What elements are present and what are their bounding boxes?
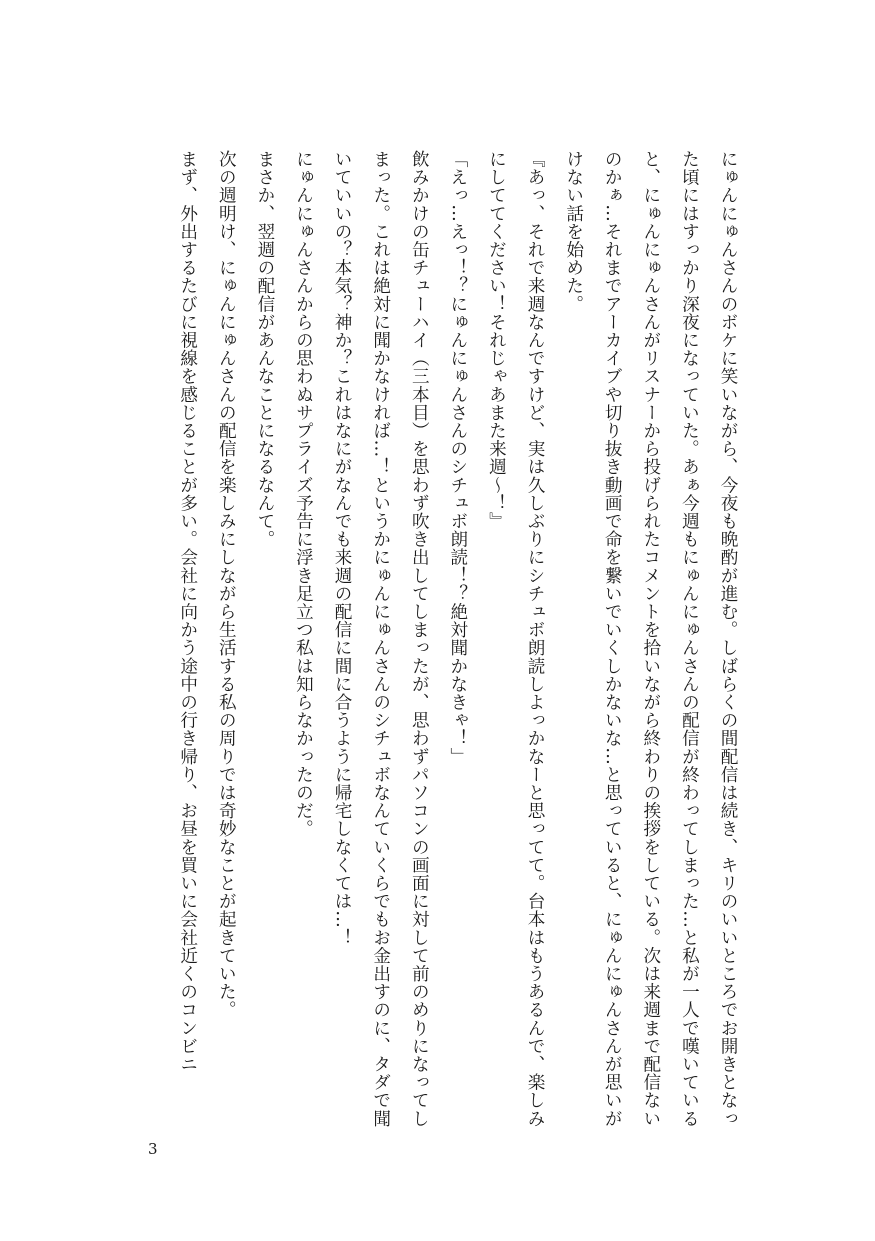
vertical-text-body — [168, 150, 747, 1140]
paragraph-6: まさか、翌週の配信があんなことになるなんて。 — [254, 150, 275, 549]
paragraph-1: にゅんにゅんさんのボケに笑いながら、今夜も晩酌が進む。しばらくの間配信は続き、キリのいいところでお開きとなった頃にはすっかり深夜になっていた。あぁ今週もにゅんにゅんさんの配信が終わってしまった…と私が一人で嘆いていると、にゅんにゅんさんがリスナーから投げられたコメントを拾いながら終わりの挨拶をしている。次は来週まで配信ないのかぁ…それまでアーカイブや切り抜き動画で命を繋いでいくしかないな…と思っていると、にゅんにゅんさんが思いがけない話を始めた。 — [563, 150, 738, 1128]
paragraph-3: 「えっ…えっ！？にゅんにゅんさんのシチュボ朗読！？絶対聞かなきゃ！」 — [447, 150, 468, 766]
page-number: 3 — [148, 1140, 158, 1158]
paragraph-4: 飲みかけの缶チューハイ（三本目）を思わず吹き出してしまったが、思わずパソコンの画面に対して前のめりになってしまった。これは絶対に聞かなければ…！というかにゅんにゅんさんのシチュボなんていくらでもお金出すのに、タダで聞いていいの？本気？神か？これはなにがなんでも来週の配信に間に合うように帰宅しなくては…！ — [332, 150, 430, 1128]
paragraph-5: にゅんにゅんさんからの思わぬサプライズ予告に浮き足立つ私は知らなかったのだ。 — [293, 150, 314, 838]
paragraph-7: 次の週明け、にゅんにゅんさんの配信を楽しみにしながら生活する私の周りでは奇妙なことが起きていた。 — [216, 150, 237, 1019]
paragraph-8: まず、外出するたびに視線を感じることが多い。会社に向かう途中の行き帰り、お昼を買いに会社近くのコンビニ — [177, 150, 198, 1074]
paragraph-2: 『あっ、それで来週なんですけど、実は久しぶりにシチュボ朗読しよっかなーと思ってて。台本はもうあるんで、楽しみにしててください！それじゃあまた来週〜！』 — [486, 150, 546, 1128]
